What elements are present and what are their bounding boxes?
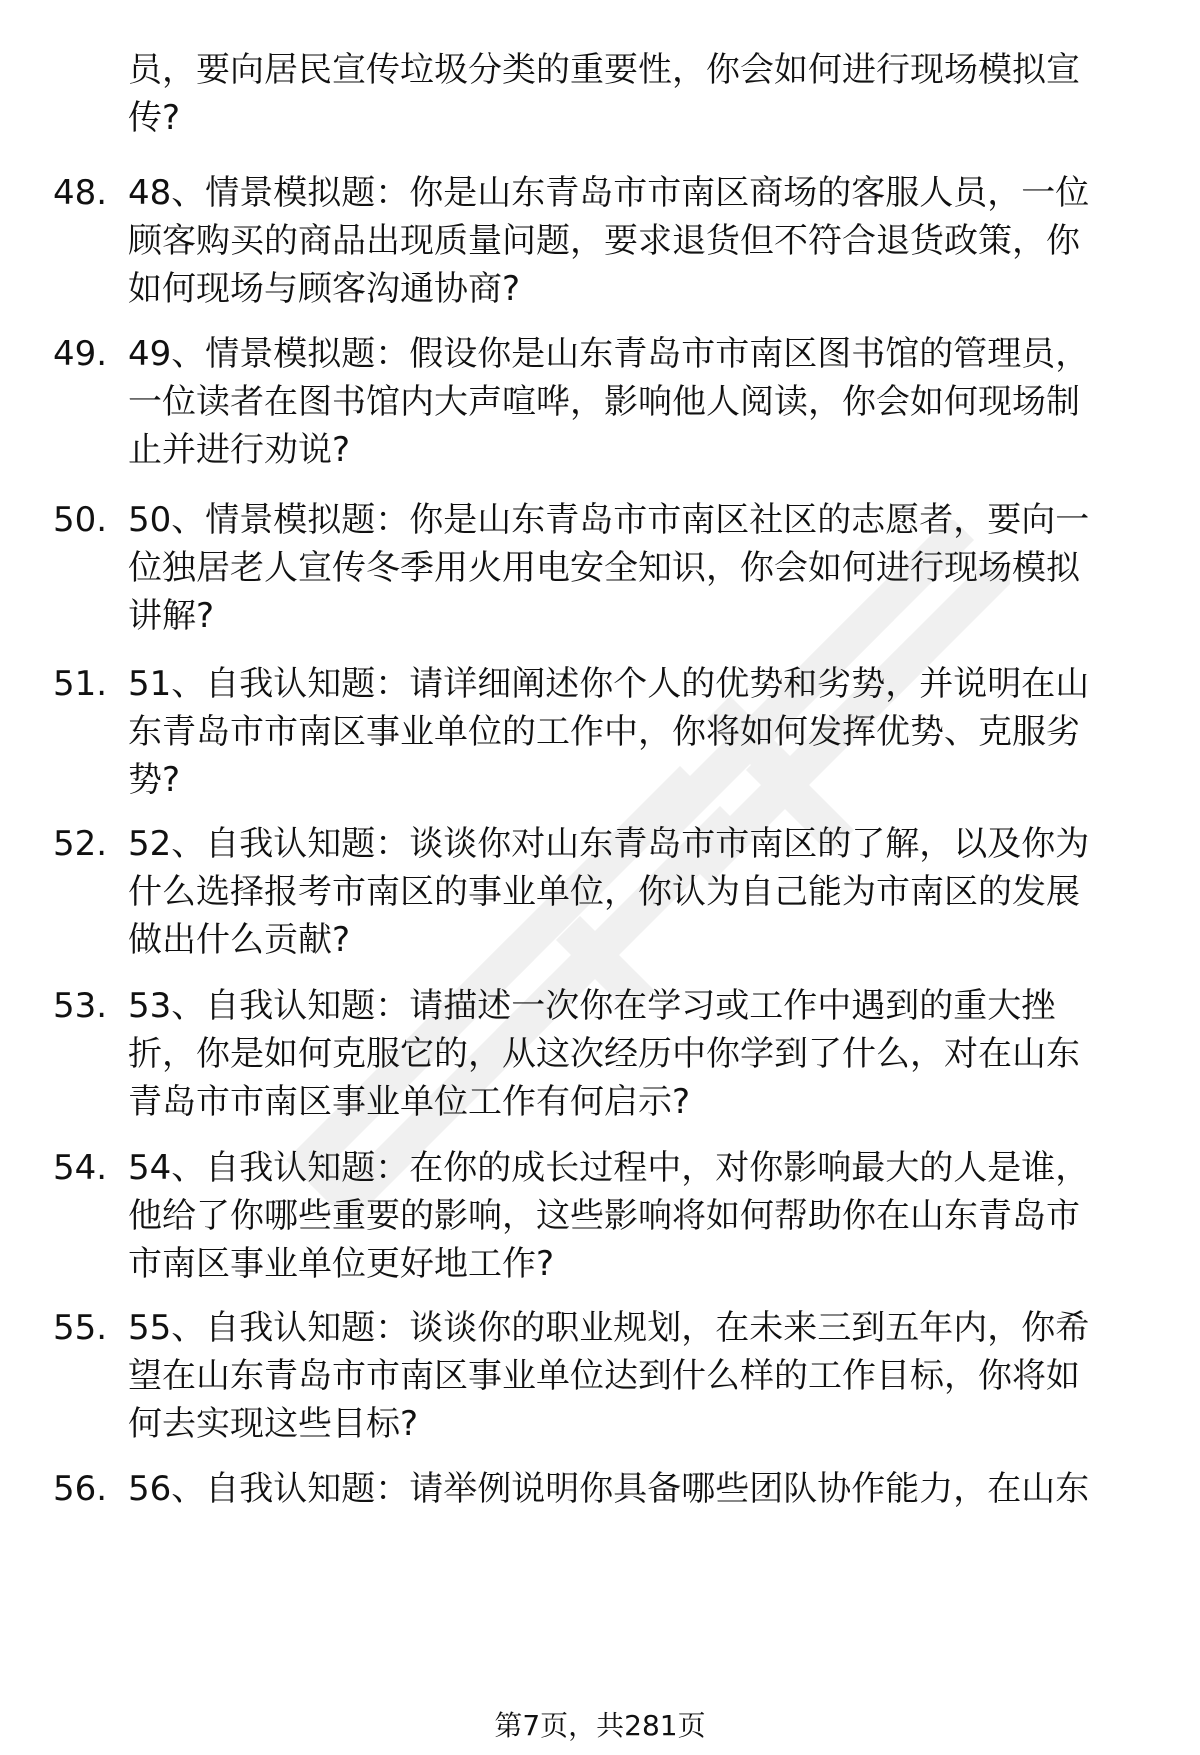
text-line: 48、情景模拟题：你是山东青岛市市南区商场的客服人员，一位 [128,173,1090,213]
text-line: 54、自我认知题：在你的成长过程中，对你影响最大的人是谁， [128,1148,1090,1188]
item-text [128,1304,1148,1448]
item-number: 54. [53,1148,108,1188]
text-line: 52、自我认知题：谈谈你对山东青岛市市南区的了解，以及你为 [128,824,1090,864]
text-line: 势? [128,760,181,800]
item-number: 55. [53,1308,108,1348]
text-line: 49、情景模拟题：假设你是山东青岛市市南区图书馆的管理员， [128,334,1090,374]
item-number: 50. [53,500,108,540]
text-line: 市南区事业单位更好地工作? [128,1244,555,1284]
text-line: 55、自我认知题：谈谈你的职业规划，在未来三到五年内，你希 [128,1308,1090,1348]
item-number: 51. [53,664,108,704]
item-text [128,820,1148,964]
continued-question-text [128,46,1148,142]
item-text [128,330,1148,474]
text-line: 何去实现这些目标? [128,1404,419,1444]
text-line: 50、情景模拟题：你是山东青岛市市南区社区的志愿者，要向一 [128,500,1090,540]
item-text [128,982,1148,1126]
item-text [128,1465,1148,1513]
text-line: 青岛市市南区事业单位工作有何启示? [128,1082,691,1122]
text-line: 56、自我认知题：请举例说明你具备哪些团队协作能力，在山东 [128,1469,1090,1509]
item-number: 53. [53,986,108,1026]
item-text [128,496,1148,640]
text-line: 望在山东青岛市市南区事业单位达到什么样的工作目标，你将如 [128,1356,1080,1396]
item-number: 56. [53,1469,108,1509]
text-line: 他给了你哪些重要的影响，这些影响将如何帮助你在山东青岛市 [128,1196,1080,1236]
text-line: 员，要向居民宣传垃圾分类的重要性，你会如何进行现场模拟宣 [128,50,1080,90]
text-line: 止并进行劝说? [128,430,351,470]
text-line: 折，你是如何克服它的，从这次经历中你学到了什么，对在山东 [128,1034,1080,1074]
text-line: 顾客购买的商品出现质量问题，要求退货但不符合退货政策，你 [128,221,1080,261]
item-text [128,1144,1148,1288]
text-line: 如何现场与顾客沟通协商? [128,269,521,309]
page-number-footer: 第7页，共281页 [494,1709,706,1742]
text-line: 传? [128,98,181,138]
text-line: 53、自我认知题：请描述一次你在学习或工作中遇到的重大挫 [128,986,1056,1026]
text-line: 讲解? [128,596,215,636]
text-line: 东青岛市市南区事业单位的工作中，你将如何发挥优势、克服劣 [128,712,1080,752]
text-line: 一位读者在图书馆内大声喧哗，影响他人阅读，你会如何现场制 [128,382,1080,422]
item-text [128,660,1148,804]
item-number: 48. [53,173,108,213]
text-line: 什么选择报考市南区的事业单位，你认为自己能为市南区的发展 [128,872,1080,912]
text-line: 位独居老人宣传冬季用火用电安全知识，你会如何进行现场模拟 [128,548,1080,588]
text-line: 做出什么贡献? [128,920,351,960]
item-number: 49. [53,334,108,374]
item-number: 52. [53,824,108,864]
text-line: 51、自我认知题：请详细阐述你个人的优势和劣势，并说明在山 [128,664,1090,704]
item-text [128,169,1148,313]
